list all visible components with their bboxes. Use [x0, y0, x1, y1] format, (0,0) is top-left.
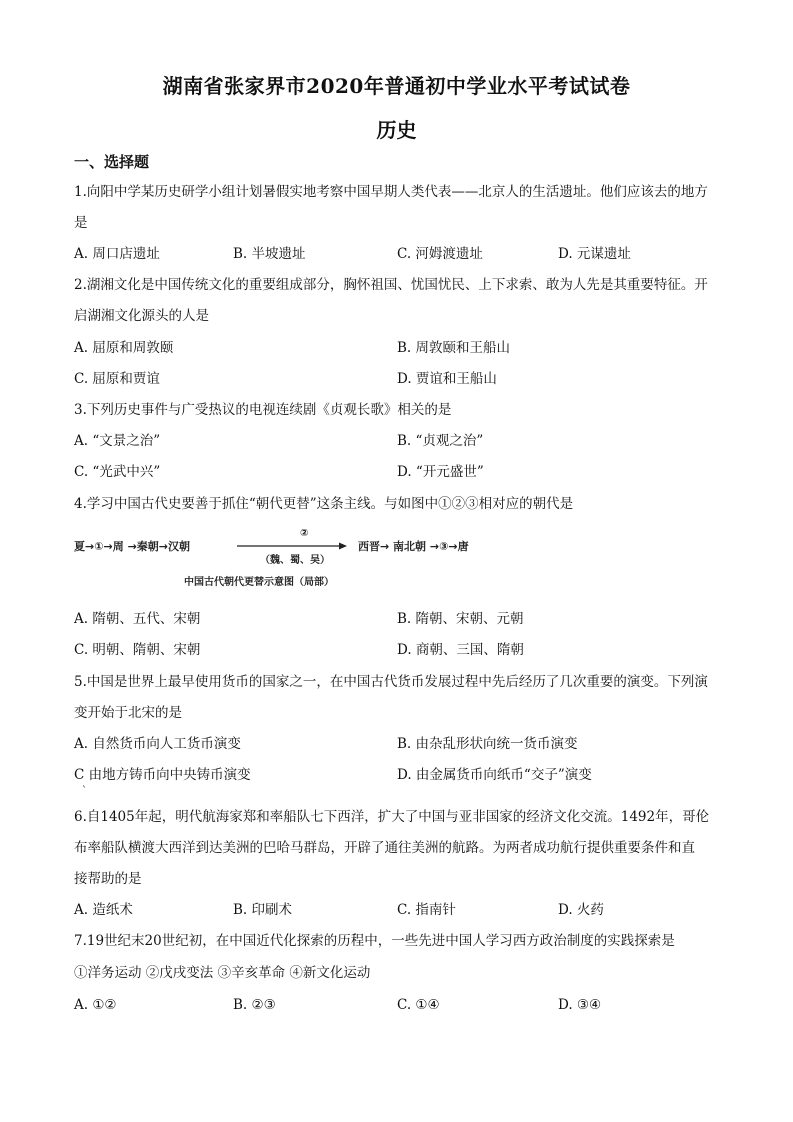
- question-6-line-1: 6.自1405年起，明代航海家郑和率船队七下西洋，扩大了中国与亚非国家的经济文化交流。1492年，哥伦: [74, 809, 710, 825]
- question-6-option-d: D. 火药: [558, 902, 604, 918]
- question-6-line-2: 布率船队横渡大西洋到达美洲的巴哈马群岛，开辟了通往美洲的航路。为两者成功航行提供重要条件和直: [74, 840, 695, 856]
- question-2-option-c: C. 屈原和贾谊: [74, 371, 160, 387]
- question-5-option-c: C 由地方铸币向中央铸币演变: [74, 767, 251, 783]
- question-5-line-2: 变开始于北宋的是: [74, 705, 182, 721]
- question-5-line-1: 5.中国是世界上最早使用货币的国家之一，在中国古代货币发展过程中先后经历了几次重要的演变。下列演: [74, 674, 708, 690]
- question-3-line-1: 3.下列历史事件与广受热议的电视连续剧《贞观长歌》相关的是: [74, 402, 452, 418]
- section-heading: 一、选择题: [74, 153, 150, 171]
- question-6-line-3: 接帮助的是: [74, 871, 142, 887]
- question-4-option-b: B. 隋朝、宋朝、元朝: [397, 611, 524, 627]
- question-1-option-a: A. 周口店遗址: [74, 246, 160, 262]
- diagram-right-chain: 西晋→ 南北朝 →③→唐: [358, 540, 469, 553]
- exam-subject: 历史: [376, 118, 417, 142]
- question-2-option-a: A. 屈原和周敦颐: [74, 340, 174, 356]
- question-6-option-c: C. 指南针: [397, 902, 456, 918]
- question-1-option-d: D. 元谋遗址: [558, 246, 631, 262]
- question-2-line-1: 2.湖湘文化是中国传统文化的重要组成部分，胸怀祖国、忧国忧民、上下求索、敢为人先是其重要特征。开: [74, 277, 708, 293]
- question-5-option-d: D. 由金属货币向纸币“交子”演变: [397, 767, 592, 783]
- question-2-option-b: B. 周敦颐和王船山: [397, 340, 511, 356]
- question-6-option-a: A. 造纸术: [74, 902, 133, 918]
- question-5-option-b: B. 由杂乱形状向统一货币演变: [397, 736, 578, 752]
- question-7-option-c: C. ①④: [397, 997, 440, 1013]
- question-4-option-a: A. 隋朝、五代、宋朝: [74, 611, 201, 627]
- dynasty-diagram: [74, 527, 594, 597]
- diagram-caption: 中国古代朝代更替示意图（局部）: [184, 577, 334, 588]
- diagram-wei-shu-wu: （魏、蜀、吴）: [260, 555, 330, 566]
- question-4-option-d: D. 商朝、三国、隋朝: [397, 642, 524, 658]
- exam-title: 湖南省张家界市2020年普通初中学业水平考试试卷: [162, 74, 631, 98]
- question-1-line-2: 是: [74, 215, 88, 231]
- diagram-left-chain: 夏→①→周 →秦朝→汉朝: [74, 540, 191, 553]
- question-3-option-d: D. “开元盛世”: [397, 464, 484, 480]
- diagram-arrow-head: [339, 543, 347, 550]
- question-7-option-d: D. ③④: [558, 997, 602, 1013]
- question-4-option-c: C. 明朝、隋朝、宋朝: [74, 642, 201, 658]
- question-3-option-c: C. “光武中兴”: [74, 464, 161, 480]
- question-4-line-1: 4.学习中国古代史要善于抓住“朝代更替”这条主线。与如图中①②③相对应的朝代是: [74, 496, 574, 512]
- question-7-line-2: ①洋务运动 ②戊戌变法 ③辛亥革命 ④新文化运动: [74, 965, 371, 981]
- question-1-option-b: B. 半坡遗址: [233, 246, 306, 262]
- question-1-line-1: 1.向阳中学某历史研学小组计划暑假实地考察中国早期人类代表——北京人的生活遗址。他们应该去的地方: [74, 184, 708, 200]
- question-3-option-b: B. “贞观之治”: [397, 433, 484, 449]
- stray-mark: `: [82, 786, 87, 797]
- question-7-line-1: 7.19世纪末20世纪初，在中国近代化探索的历程中，一些先进中国人学习西方政治制度的实践探索是: [74, 933, 675, 949]
- question-5-option-a: A. 自然货币向人工货币演变: [74, 736, 241, 752]
- question-7-option-b: B. ②③: [233, 997, 276, 1013]
- question-1-option-c: C. 河姆渡遗址: [397, 246, 483, 262]
- diagram-circle-two: ②: [300, 528, 309, 539]
- question-3-option-a: A. “文景之治”: [74, 433, 161, 449]
- question-7-option-a: A. ①②: [74, 997, 117, 1013]
- question-6-option-b: B. 印刷术: [233, 902, 293, 918]
- question-2-line-2: 启湖湘文化源头的人是: [74, 308, 209, 324]
- question-2-option-d: D. 贾谊和王船山: [397, 371, 497, 387]
